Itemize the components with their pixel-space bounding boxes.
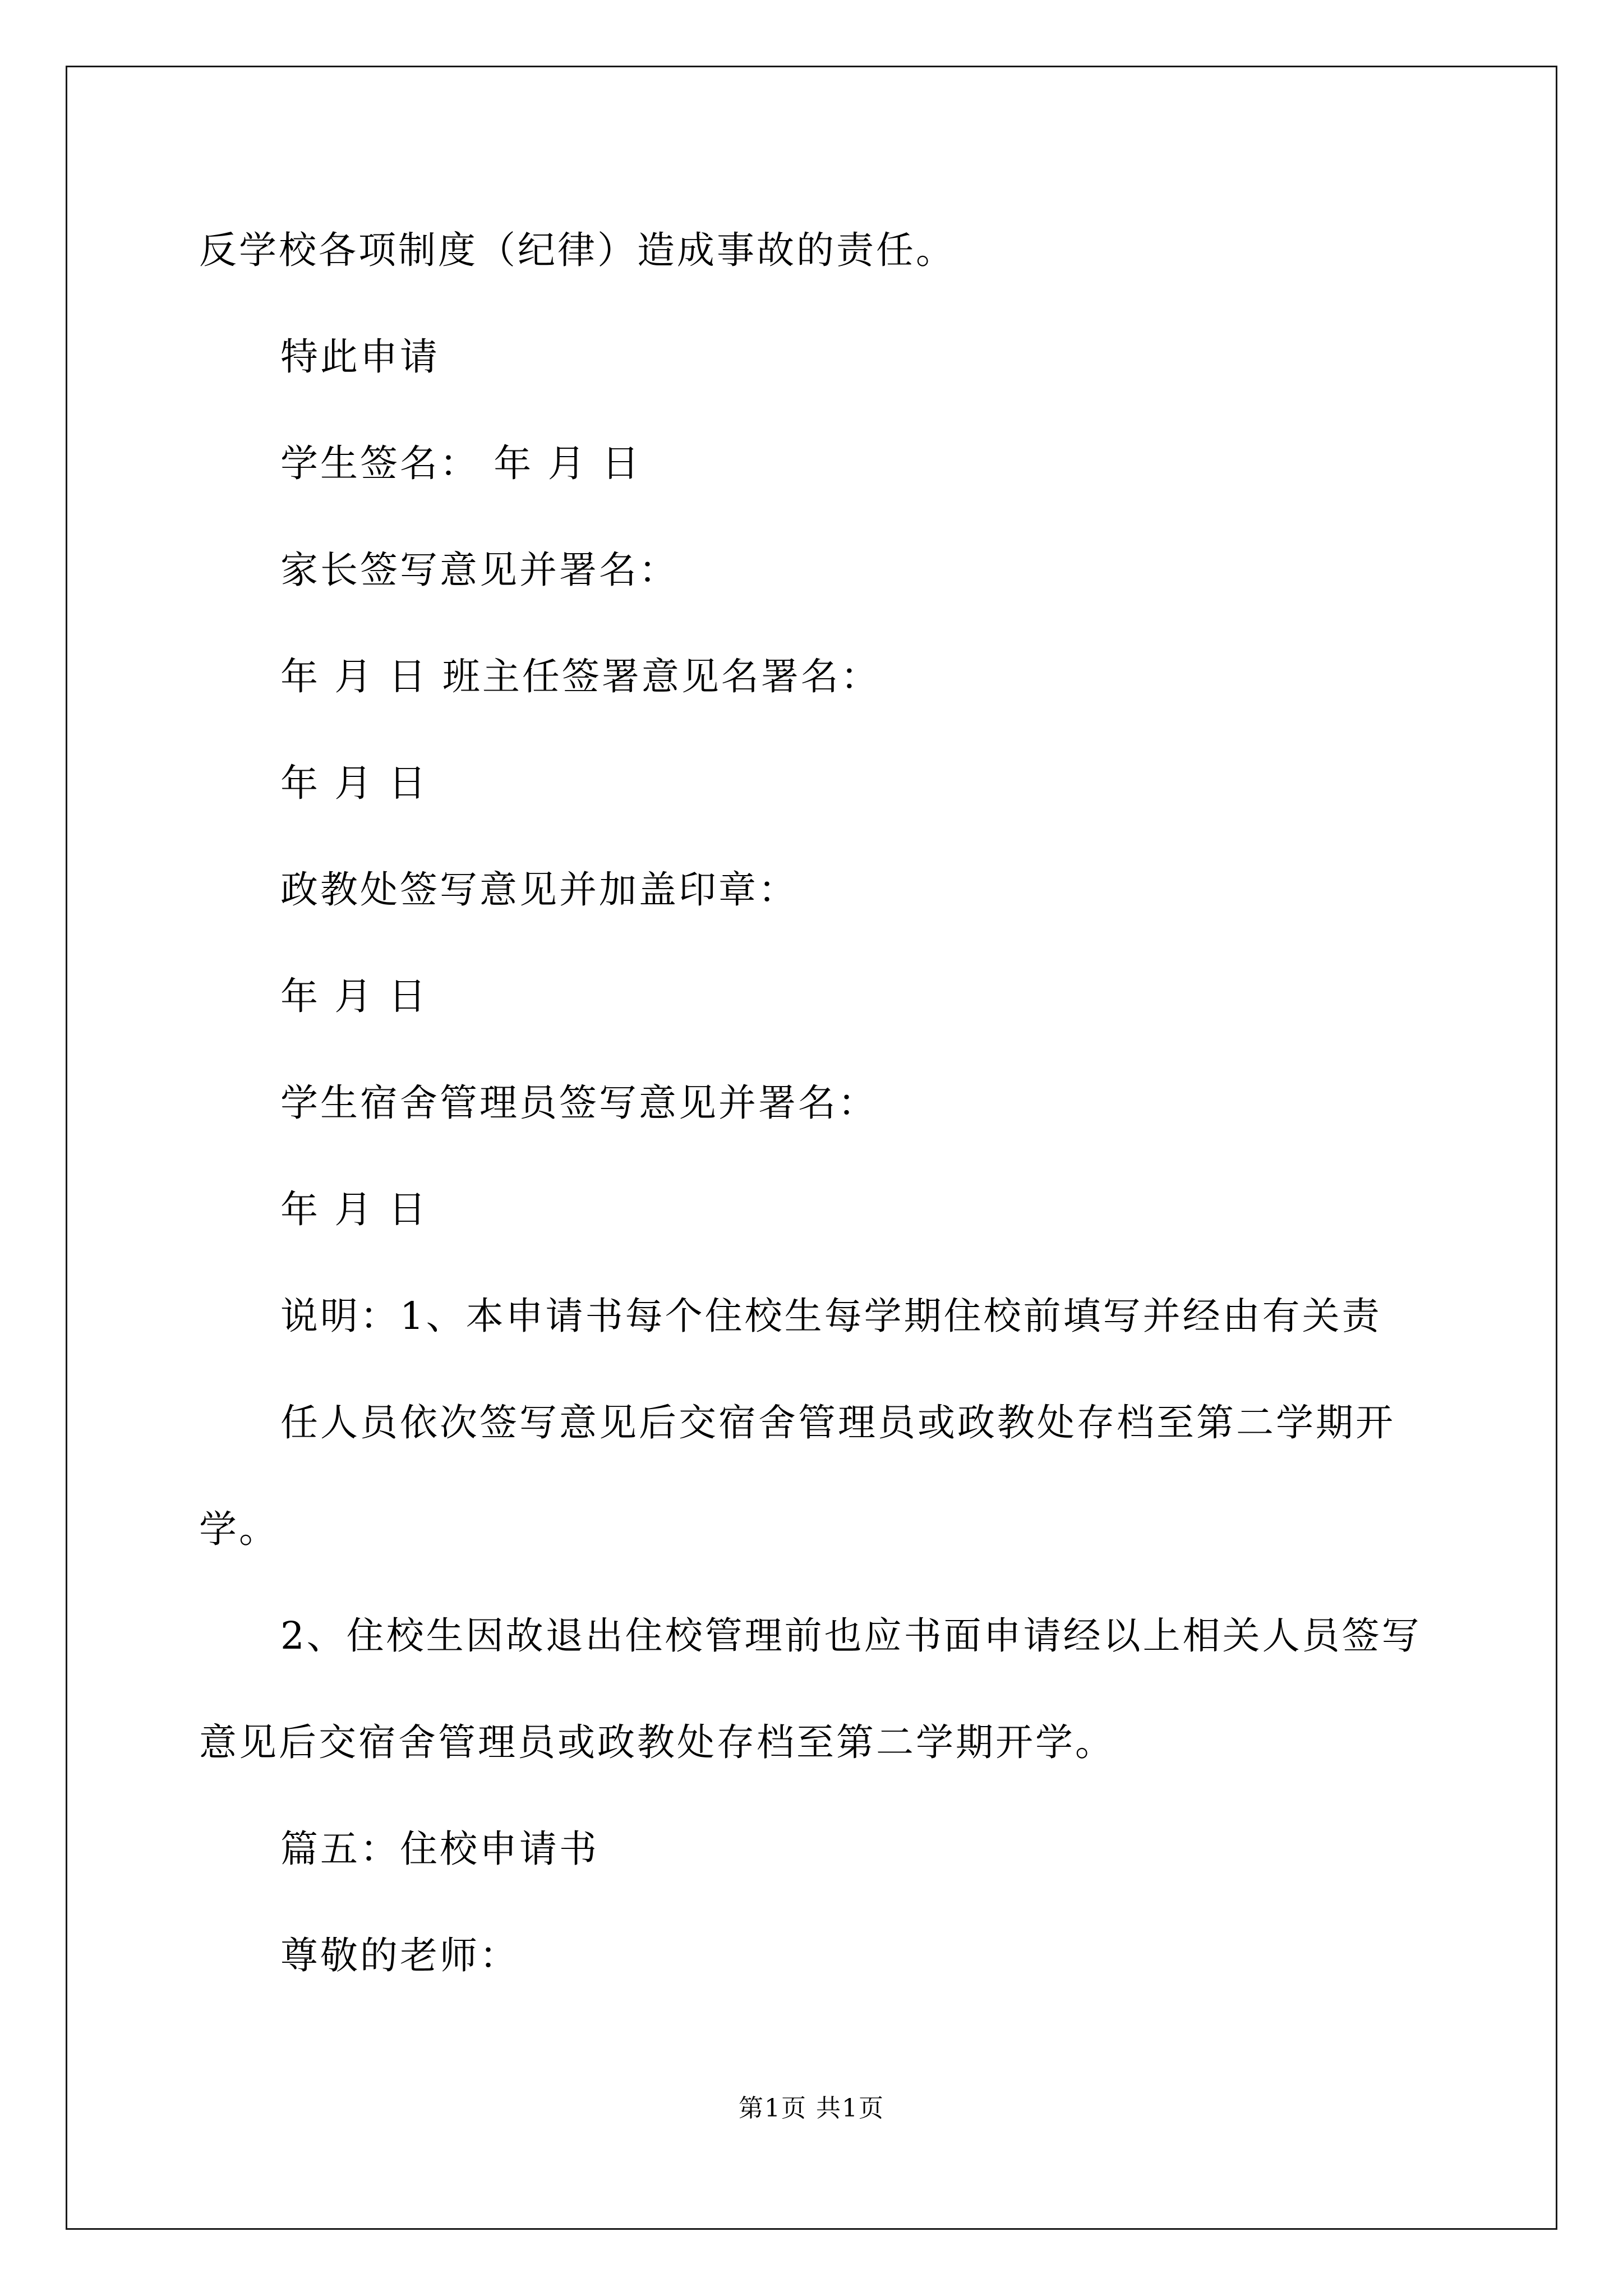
body-line-11: 说明：1、本申请书每个住校生每学期住校前填写并经由有关责 [280, 1294, 1382, 1338]
body-line-3: 学生签名： 年 月 日 [280, 441, 642, 485]
body-line-10: 年 月 日 [280, 1188, 428, 1231]
body-line-1: 反学校各项制度（纪律）造成事故的责任。 [199, 228, 956, 272]
body-line-8: 年 月 日 [280, 974, 428, 1018]
body-line-12: 任人员依次签写意见后交宿舍管理员或政教处存档至第二学期开 [280, 1401, 1395, 1444]
body-line-16: 篇五：住校申请书 [280, 1827, 599, 1871]
body-line-6: 年 月 日 [280, 761, 428, 805]
body-line-17: 尊敬的老师： [280, 1934, 519, 1977]
body-line-4: 家长签写意见并署名： [280, 548, 679, 592]
body-line-5: 年 月 日 班主任签署意见名署名： [280, 655, 880, 698]
page-border [66, 66, 1557, 2230]
body-line-15: 意见后交宿舍管理员或政教处存档至第二学期开学。 [199, 1720, 1115, 1764]
body-line-7: 政教处签写意见并加盖印章： [280, 868, 798, 912]
page-footer: 第1页 共1页 [739, 2094, 884, 2123]
body-line-2: 特此申请 [280, 335, 440, 379]
body-line-13: 学。 [199, 1507, 279, 1551]
body-line-9: 学生宿舍管理员签写意见并署名： [280, 1081, 878, 1125]
body-line-14: 2、住校生因故退出住校管理前也应书面申请经以上相关人员签写 [280, 1614, 1422, 1658]
